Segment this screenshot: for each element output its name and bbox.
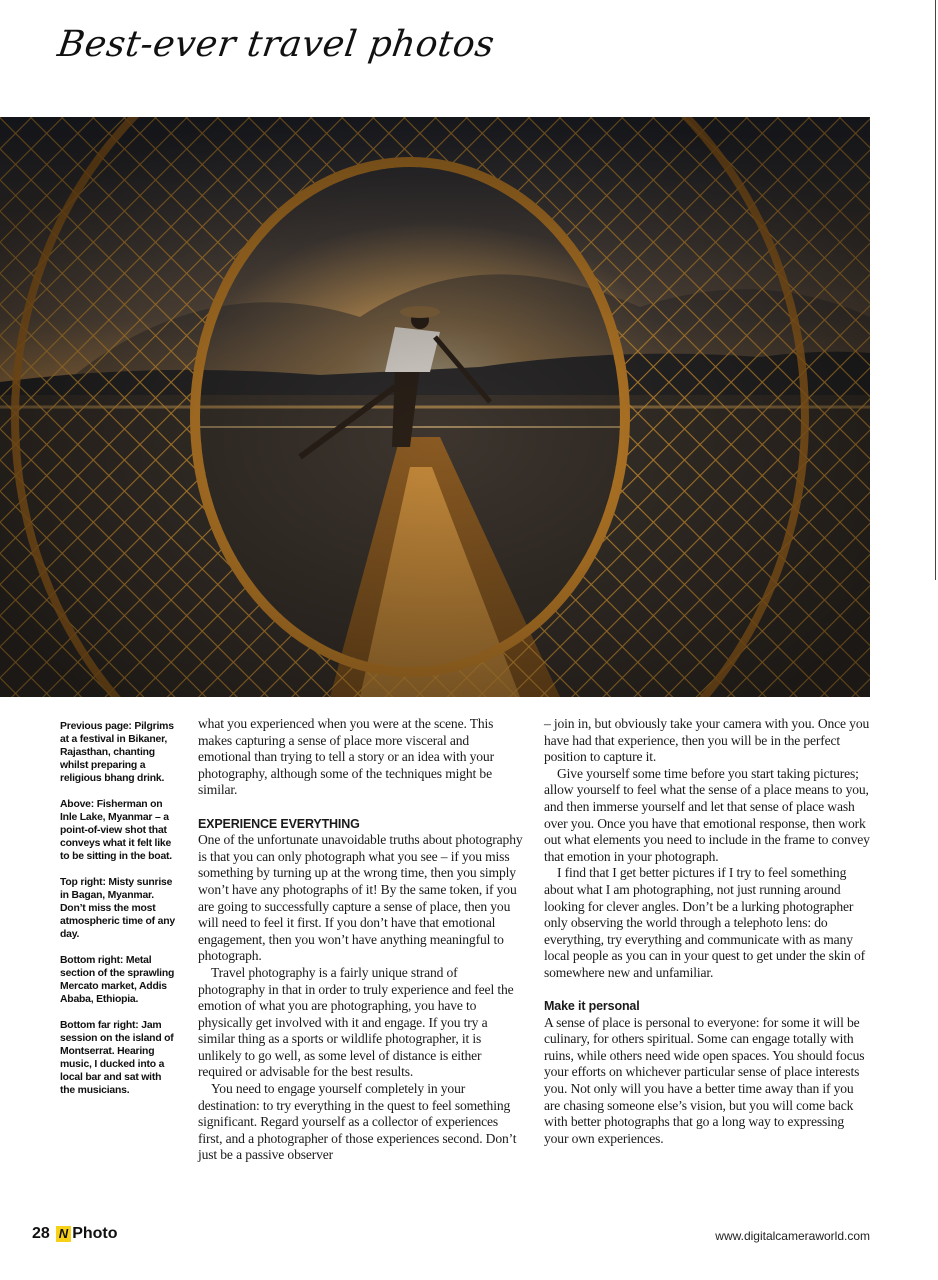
- caption-bottom-far-right: Bottom far right: Jam session on the island of Montserrat. Hearing music, I ducked into a local bar and sat with the musicians.: [60, 1020, 174, 1096]
- footer-url: www.digitalcameraworld.com: [715, 1229, 870, 1243]
- caption-previous-page: Previous page: Pilgrims at a festival in Bikaner, Rajasthan, chanting whilst preparing a religious bhang drink.: [60, 721, 174, 784]
- right-edge-rule: [935, 0, 936, 580]
- article-paragraph: A sense of place is personal to everyone: for some it will be culinary, for others spiritual. Some can engage totally with ruins, while others need wide open spaces. You should focus your efforts on whichever particular sense of place interests you. Not only will you have a better time away than if you are chasing someone else’s vision, but you will come back with better photographs that go a long way to expressing your own experiences.: [544, 1014, 865, 1146]
- section-heading-make-it-personal: Make it personal: [544, 999, 640, 1014]
- article-paragraph: I find that I get better pictures if I try to feel something about what I am photographing, not just running around looking for clever angles. Don’t be a lurking photographer only observing the world through a telephoto lens: do everything, try everything and communicate with as many local people as you can in your quest to get under the skin of somewhere new and unfamiliar.: [544, 865, 866, 980]
- photo-captions: [60, 720, 178, 1110]
- article-column-1: [198, 716, 524, 1164]
- article-paragraph: You need to engage yourself completely in your destination: to try everything in the quest to feel something significant. Regard yourself as a collector of experiences first, and a photographer of those experiences second. Don’t just be a passive observer: [198, 1081, 517, 1163]
- nphoto-logo-text: Photo: [72, 1225, 118, 1242]
- article-column-2: [544, 716, 870, 1147]
- article-paragraph: Give yourself some time before you start taking pictures; allow yourself to feel what the sense of a place means to you, and then immerse yourself and let that sense of place wash over you. Once you have that emotional response, then work out what elements you need to include in the frame to convey that emotion in your photograph.: [544, 765, 870, 864]
- page-number: 28: [32, 1225, 50, 1242]
- article-paragraph: – join in, but obviously take your camera with you. Once you have had that experience, then you will be in the perfect position to capture it.: [544, 716, 870, 765]
- caption-top-right: Top right: Misty sunrise in Bagan, Myanmar. Don’t miss the most atmospheric time of any day.: [60, 877, 175, 940]
- footer-folio: [32, 1225, 118, 1243]
- article-paragraph: what you experienced when you were at the scene. This makes capturing a sense of place more visceral and emotional than trying to tell a story or an idea with your photography, although some of the techniques might be similar.: [198, 716, 494, 798]
- article-paragraph: Travel photography is a fairly unique strand of photography in that in order to truly experience and feel the emotion of what you are photographing, you have to physically get involved with it and engage. If you try a similar thing as a sports or wildlife photographer, it is unlikely to go well, as some level of distance is either required or advisable for the best results.: [198, 964, 514, 1080]
- article-paragraph: One of the unfortunate unavoidable truths about photography is that you can only photograph what you see – if you miss something by turning up at the wrong time, then you simply won’t have any photographs of it! By the same token, if you are going to successfully capture a sense of place, then you will need to feel it first. If you don’t have that emotional engagement, then you won’t have anything meaningful to photograph.: [198, 832, 523, 964]
- main-photo: [0, 117, 870, 697]
- nphoto-logo-n: N: [56, 1226, 71, 1242]
- page-header-title: Best-ever travel photos: [55, 24, 498, 65]
- fisherman-photo-illustration: [0, 117, 870, 697]
- caption-bottom-right: Bottom right: Metal section of the sprawling Mercato market, Addis Ababa, Ethiopia.: [60, 955, 175, 1005]
- caption-above: Above: Fisherman on Inle Lake, Myanmar – a point-of-view shot that conveys what it felt like to be sitting in the boat.: [60, 799, 172, 862]
- section-heading-experience: EXPERIENCE EVERYTHING: [198, 816, 360, 831]
